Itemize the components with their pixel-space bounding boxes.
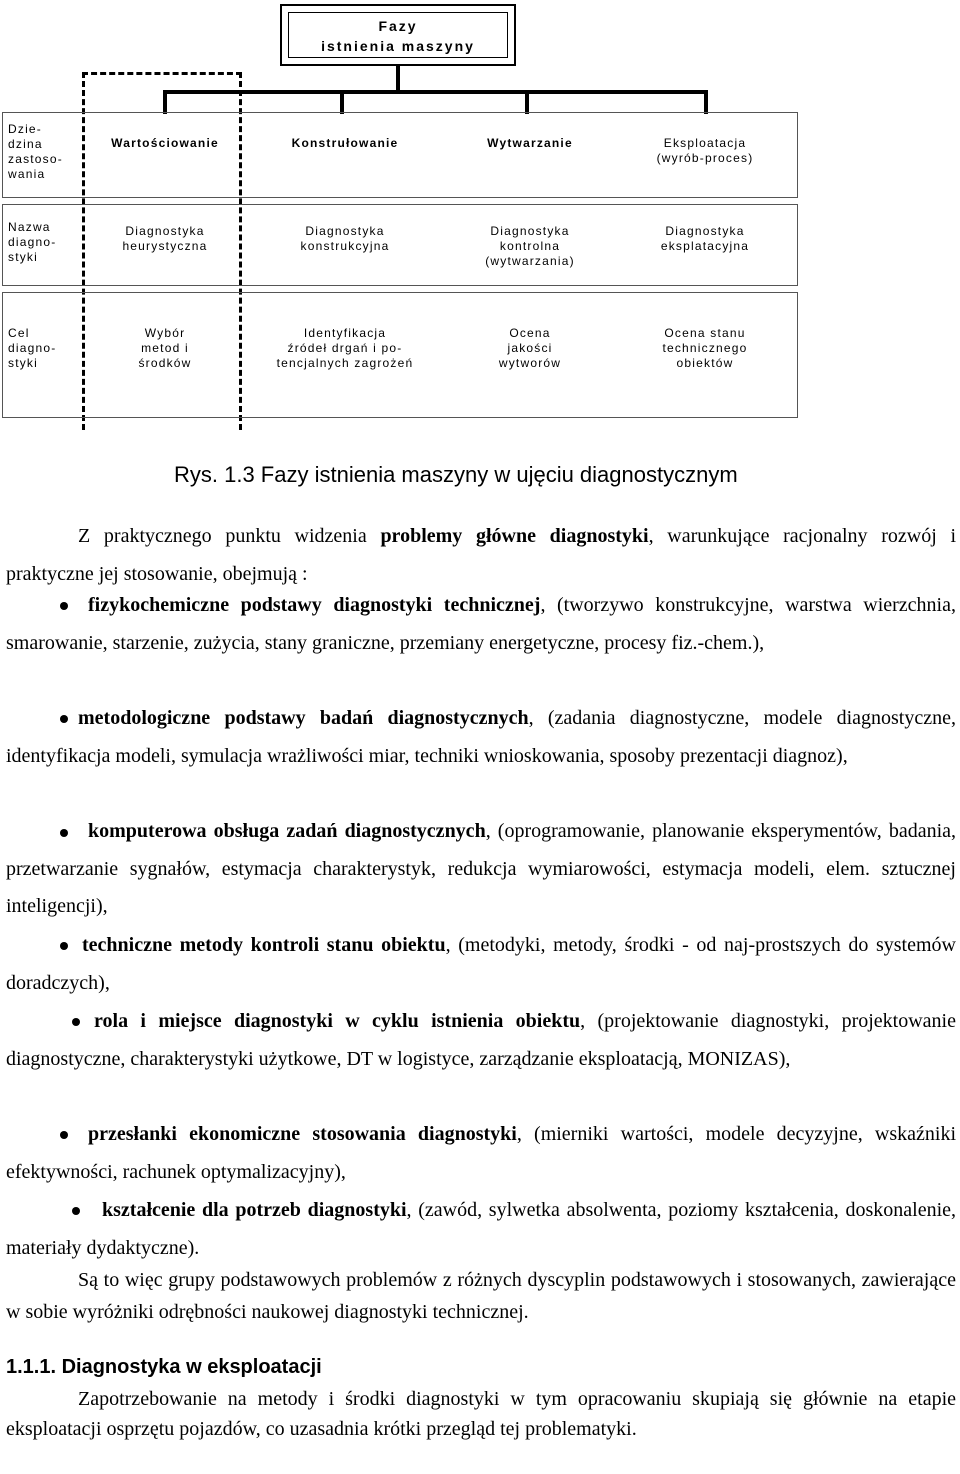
row2-cell-operational: Diagnostyka eksplatacyjna xyxy=(660,224,750,253)
bullet-item-7 xyxy=(6,1192,956,1267)
row2-cell-heuristic: Diagnostyka heurystyczna xyxy=(122,224,208,253)
bullet-2-bold: metodologiczne podstawy badań diagnostycznych xyxy=(78,707,529,729)
bullet-1-text: , (tworzywo konstrukcyjne, warstwa wierzchnia, smarowanie, starzenie, zużycia, stany graniczne, przemiany energetyczne, procesy fiz.-chem.), xyxy=(6,594,956,654)
connector-col4 xyxy=(704,90,708,114)
connector-title-vertical xyxy=(396,66,400,92)
closing-paragraph: Są to więc grupy podstawowych problemów z różnych dyscyplin podstawowych i stosowanych, zawierające w sobie wyróżniki odrębności naukowej diagnostyki technicznej. xyxy=(6,1269,956,1323)
row1-cell-operation: Eksploatacja (wyrób-proces) xyxy=(656,136,754,165)
bullet-6-text: , (mierniki wartości, modele decyzyjne, wskaźniki efektywności, rachunek optymalizacyjny), xyxy=(6,1123,957,1183)
row3-label: Cel diagno- styki xyxy=(8,326,57,370)
bullet-item-1 xyxy=(6,587,956,662)
connector-horizontal xyxy=(163,90,708,94)
row1-cell-manufacturing: Wytwarzanie xyxy=(487,136,573,150)
intro-text-post: , warunkujące racjonalny rozwój i praktyczne jej stosowanie, obejmują : xyxy=(6,525,957,585)
connector-col2 xyxy=(340,90,344,114)
row1-cell-valuation: Wartościowanie xyxy=(111,136,219,150)
row1-label: Dzie- dzina zastoso- wania xyxy=(8,122,63,181)
bullet-4-bold: techniczne metody kontroli stanu obiektu xyxy=(82,934,446,956)
dashed-frame-top xyxy=(82,72,242,75)
row2-label: Nazwa diagno- styki xyxy=(8,220,57,264)
connector-col1 xyxy=(163,90,167,114)
section-heading: 1.1.1. Diagnostyka w eksploatacji xyxy=(6,1356,322,1378)
row3-cell-quality: Ocena jakości wytworów xyxy=(498,326,562,370)
figure-caption: Rys. 1.3 Fazy istnienia maszyny w ujęciu diagnostycznym xyxy=(174,462,738,487)
intro-text-bold: problemy główne diagnostyki xyxy=(380,525,649,547)
bullet-item-2 xyxy=(6,700,956,775)
bullet-5-bold: rola i miejsce diagnostyki w cyklu istnienia obiektu xyxy=(94,1010,581,1032)
intro-text-pre: Z praktycznego punktu widzenia xyxy=(78,525,381,547)
bullet-7-bold: kształcenie dla potrzeb diagnostyki xyxy=(102,1199,407,1221)
diagram-title: Fazy istnienia maszyny xyxy=(321,18,475,54)
section-paragraph: Zapotrzebowanie na metody i środki diagnostyki w tym opracowaniu skupiają się głównie na etapie eksploatacji osprzętu pojazdów, co uzasadnia krótki przegląd tej problematyki. xyxy=(6,1388,956,1440)
bullet-item-5 xyxy=(6,1003,956,1078)
diagram-title-box xyxy=(280,4,516,66)
bullet-item-6 xyxy=(6,1116,956,1191)
bullet-7-text: , (zawód, sylwetka absolwenta, poziomy kształcenia, doskonalenie, materiały dydaktyczne). xyxy=(6,1199,957,1259)
row2-cell-constructional: Diagnostyka konstrukcyjna xyxy=(300,224,390,253)
row1-cell-design: Konstrułowanie xyxy=(291,136,399,150)
bullet-2-text: , (zadania diagnostyczne, modele diagnostyczne, identyfikacja modeli, symulacja wrażliwości miar, techniki wnioskowania, sposoby prezentacji diagnoz), xyxy=(6,707,956,767)
bullet-item-4 xyxy=(6,927,956,1002)
row3-cell-identification: Identyfikacja źródeł drgań i po- tencjalnych zagrożeń xyxy=(276,326,414,370)
row3-cell-method-choice: Wybór metod i środków xyxy=(138,326,192,370)
row3-cell-technical-state: Ocena stanu technicznego obiektów xyxy=(662,326,748,370)
phases-diagram xyxy=(0,0,960,440)
bullet-4-text: , (metodyki, metody, środki - od naj-prostszych do systemów doradczych), xyxy=(6,934,956,994)
bullet-item-3 xyxy=(6,813,956,926)
bullet-3-text: , (oprogramowanie, planowanie eksperymentów, badania, przetwarzanie sygnałów, estymacja charakterystyk, redukcja wymiarowości, estymacja modeli, elem. sztucznej inteligencji), xyxy=(6,820,956,917)
bullet-3-bold: komputerowa obsługa zadań diagnostycznych xyxy=(88,820,486,842)
connector-col3 xyxy=(525,90,529,114)
row2-cell-control: Diagnostyka kontrolna (wytwarzania) xyxy=(485,224,575,268)
bullet-6-bold: przesłanki ekonomiczne stosowania diagnostyki xyxy=(88,1123,517,1145)
bullet-5-text: , (projektowanie diagnostyki, projektowanie diagnostyczne, charakterystyki użytkowe, DT w logistyce, zarządzanie eksploatacją, MONIZAS), xyxy=(6,1010,956,1070)
intro-paragraph xyxy=(6,518,956,593)
bullet-1-bold: fizykochemiczne podstawy diagnostyki technicznej xyxy=(88,594,541,616)
